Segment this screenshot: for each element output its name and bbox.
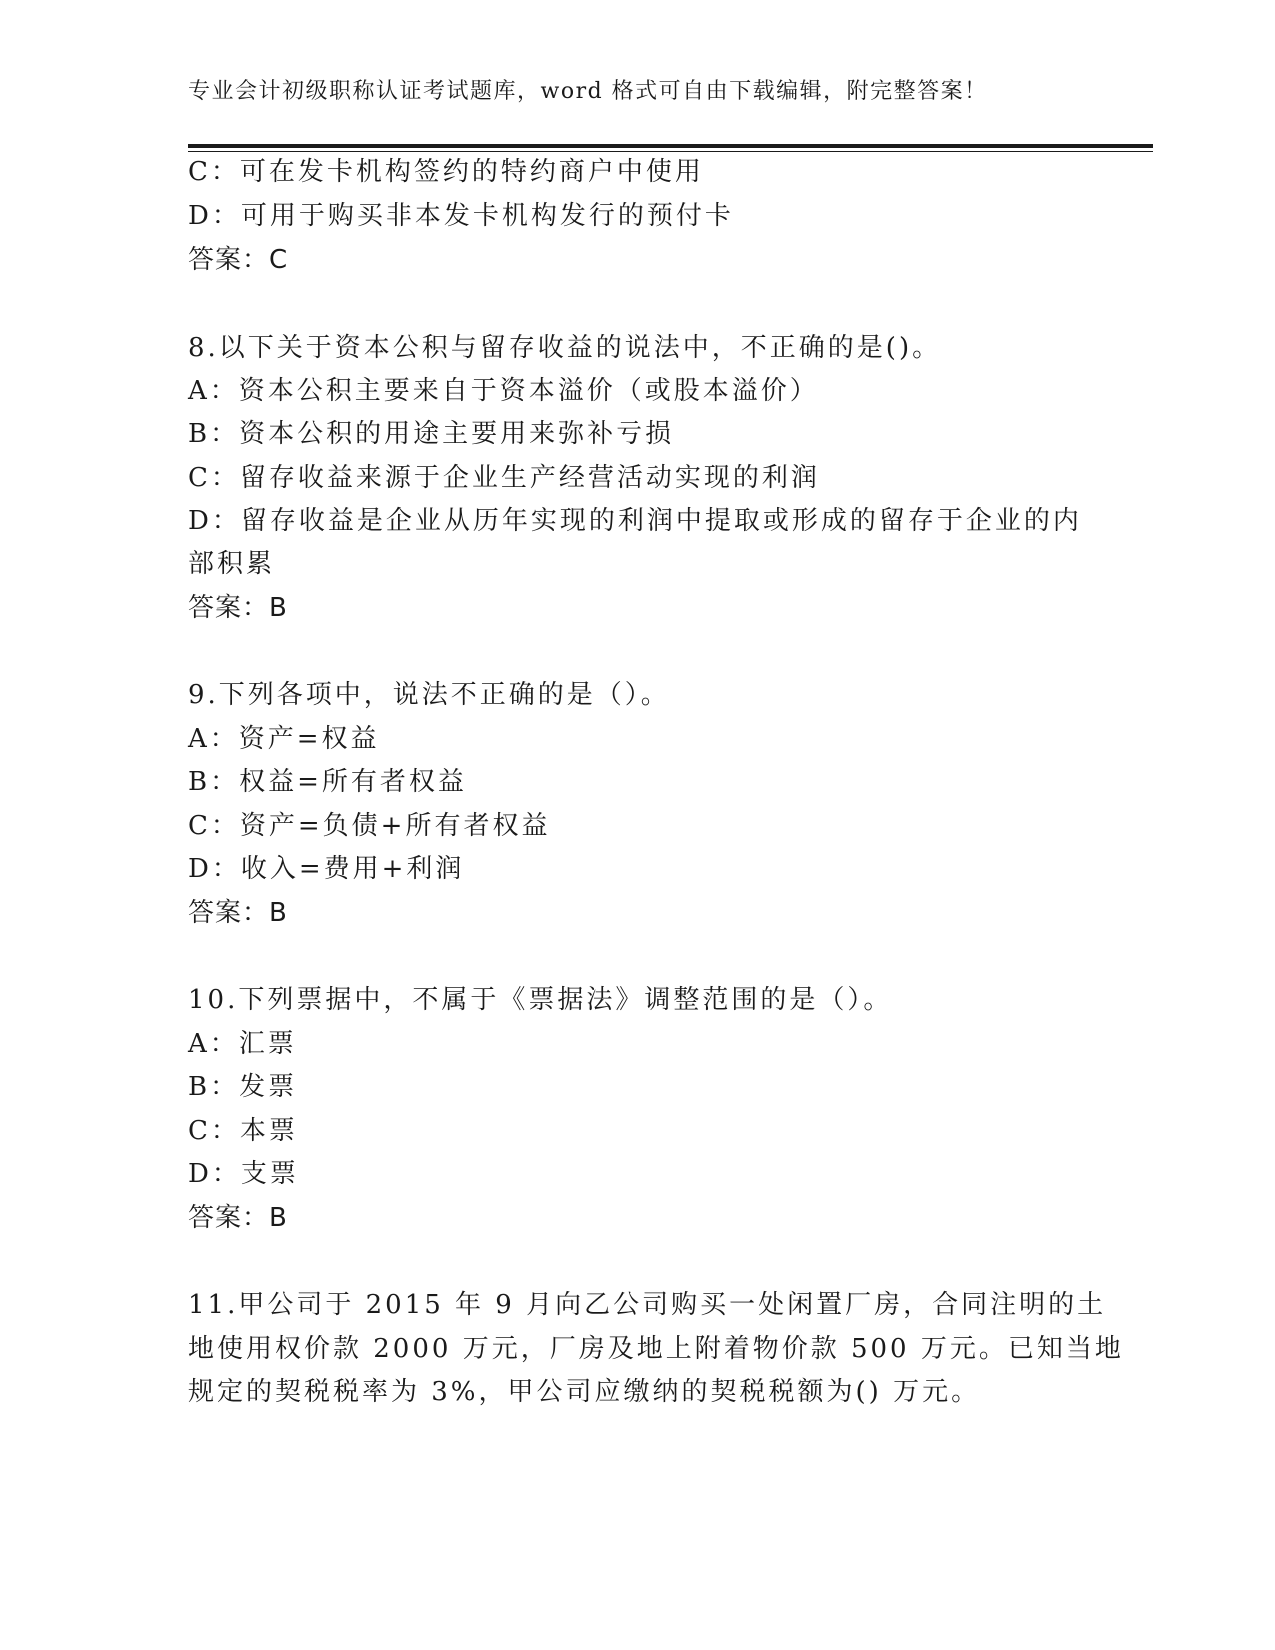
q9-answer: 答案：B	[188, 898, 288, 928]
q10-stem: 10.下列票据中，不属于《票据法》调整范围的是（）。	[188, 985, 893, 1015]
q10-option-c: C：本票	[188, 1116, 298, 1146]
q8-option-b: B：资本公积的用途主要用来弥补亏损	[188, 419, 675, 449]
q7-option-c: C：可在发卡机构签约的特约商户中使用	[188, 157, 704, 187]
q8-stem: 8.以下关于资本公积与留存收益的说法中，不正确的是()。	[188, 333, 942, 363]
q9-stem: 9.下列各项中，说法不正确的是（）。	[188, 680, 670, 710]
header-rule-thick	[188, 144, 1153, 148]
q9-option-a: A：资产=权益	[188, 724, 380, 754]
q11-stem-line-3: 规定的契税税率为 3%，甲公司应缴纳的契税税额为() 万元。	[188, 1377, 981, 1407]
q10-option-a: A：汇票	[188, 1029, 297, 1059]
q8-option-c: C：留存收益来源于企业生产经营活动实现的利润	[188, 463, 820, 493]
q11-stem-line-1: 11.甲公司于 2015 年 9 月向乙公司购买一处闲置厂房，合同注明的土	[188, 1290, 1107, 1320]
q7-option-d: D：可用于购买非本发卡机构发行的预付卡	[188, 201, 734, 231]
page-header: 专业会计初级职称认证考试题库，word 格式可自由下载编辑，附完整答案！	[188, 79, 988, 104]
q8-answer: 答案：B	[188, 593, 288, 623]
q8-option-d-cont: 部积累	[188, 549, 276, 579]
q8-option-d: D：留存收益是企业从历年实现的利润中提取或形成的留存于企业的内	[188, 506, 1082, 536]
q10-option-b: B：发票	[188, 1072, 298, 1102]
q9-option-c: C：资产=负债+所有者权益	[188, 811, 551, 841]
q10-option-d: D：支票	[188, 1159, 299, 1189]
header-rule-thin	[188, 151, 1153, 152]
q11-stem-line-2: 地使用权价款 2000 万元，厂房及地上附着物价款 500 万元。已知当地	[188, 1334, 1124, 1364]
q7-answer: 答案：C	[188, 245, 289, 275]
q8-option-a: A：资本公积主要来自于资本溢价（或股本溢价）	[188, 376, 819, 406]
q9-option-b: B：权益=所有者权益	[188, 767, 467, 797]
q10-answer: 答案：B	[188, 1203, 288, 1233]
q9-option-d: D：收入=费用+利润	[188, 854, 465, 884]
